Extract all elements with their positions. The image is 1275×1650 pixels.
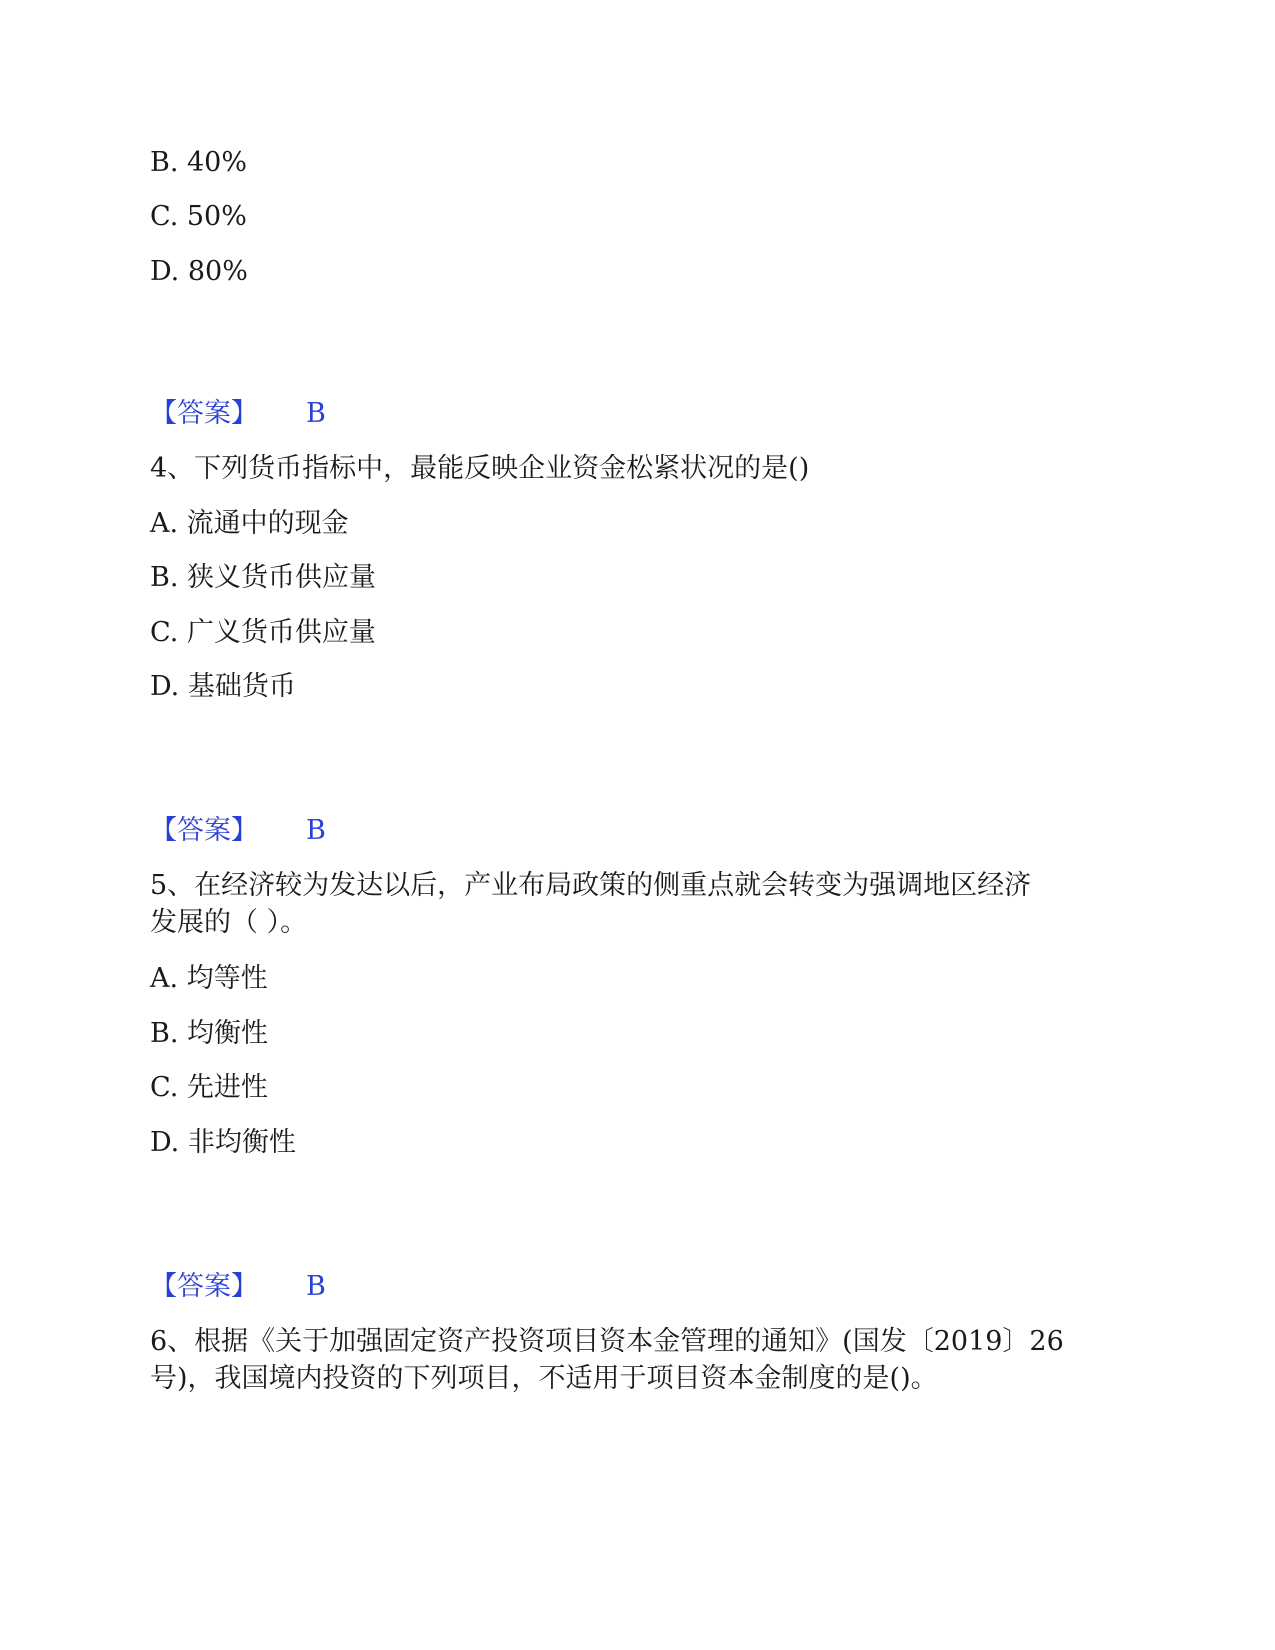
q6-question-line2: 号)，我国境内投资的下列项目，不适用于项目资本金制度的是()。 xyxy=(150,1363,938,1394)
q4-option-b: B. 狭义货币供应量 xyxy=(150,562,377,593)
answer-value: B xyxy=(306,815,326,846)
q3-option-c: C. 50% xyxy=(150,201,247,232)
answer-label: 【答案】 xyxy=(150,815,258,846)
q4-option-d: D. 基础货币 xyxy=(150,671,296,702)
q5-option-d: D. 非均衡性 xyxy=(150,1127,296,1158)
q5-answer xyxy=(150,1270,326,1304)
answer-value: B xyxy=(306,1271,326,1302)
q4-option-a: A. 流通中的现金 xyxy=(150,508,349,539)
answer-value: B xyxy=(306,398,326,429)
q5-option-b: B. 均衡性 xyxy=(150,1018,269,1049)
q6-question-line1: 6、根据《关于加强固定资产投资项目资本金管理的通知》(国发〔2019〕26 xyxy=(150,1326,1064,1357)
q3-answer xyxy=(150,397,326,431)
q3-option-b: B. 40% xyxy=(150,147,248,178)
q5-option-a: A. 均等性 xyxy=(150,963,268,994)
q4-answer xyxy=(150,814,326,848)
q5-question-line1: 5、在经济较为发达以后，产业布局政策的侧重点就会转变为强调地区经济 xyxy=(150,870,1032,901)
q5-question-line2: 发展的（ ）。 xyxy=(150,907,308,938)
q5-option-c: C. 先进性 xyxy=(150,1072,268,1103)
q3-option-d: D. 80% xyxy=(150,256,248,287)
q4-option-c: C. 广义货币供应量 xyxy=(150,617,376,648)
q4-question: 4、下列货币指标中，最能反映企业资金松紧状况的是() xyxy=(150,453,810,484)
answer-label: 【答案】 xyxy=(150,1271,258,1302)
answer-label: 【答案】 xyxy=(150,398,258,429)
